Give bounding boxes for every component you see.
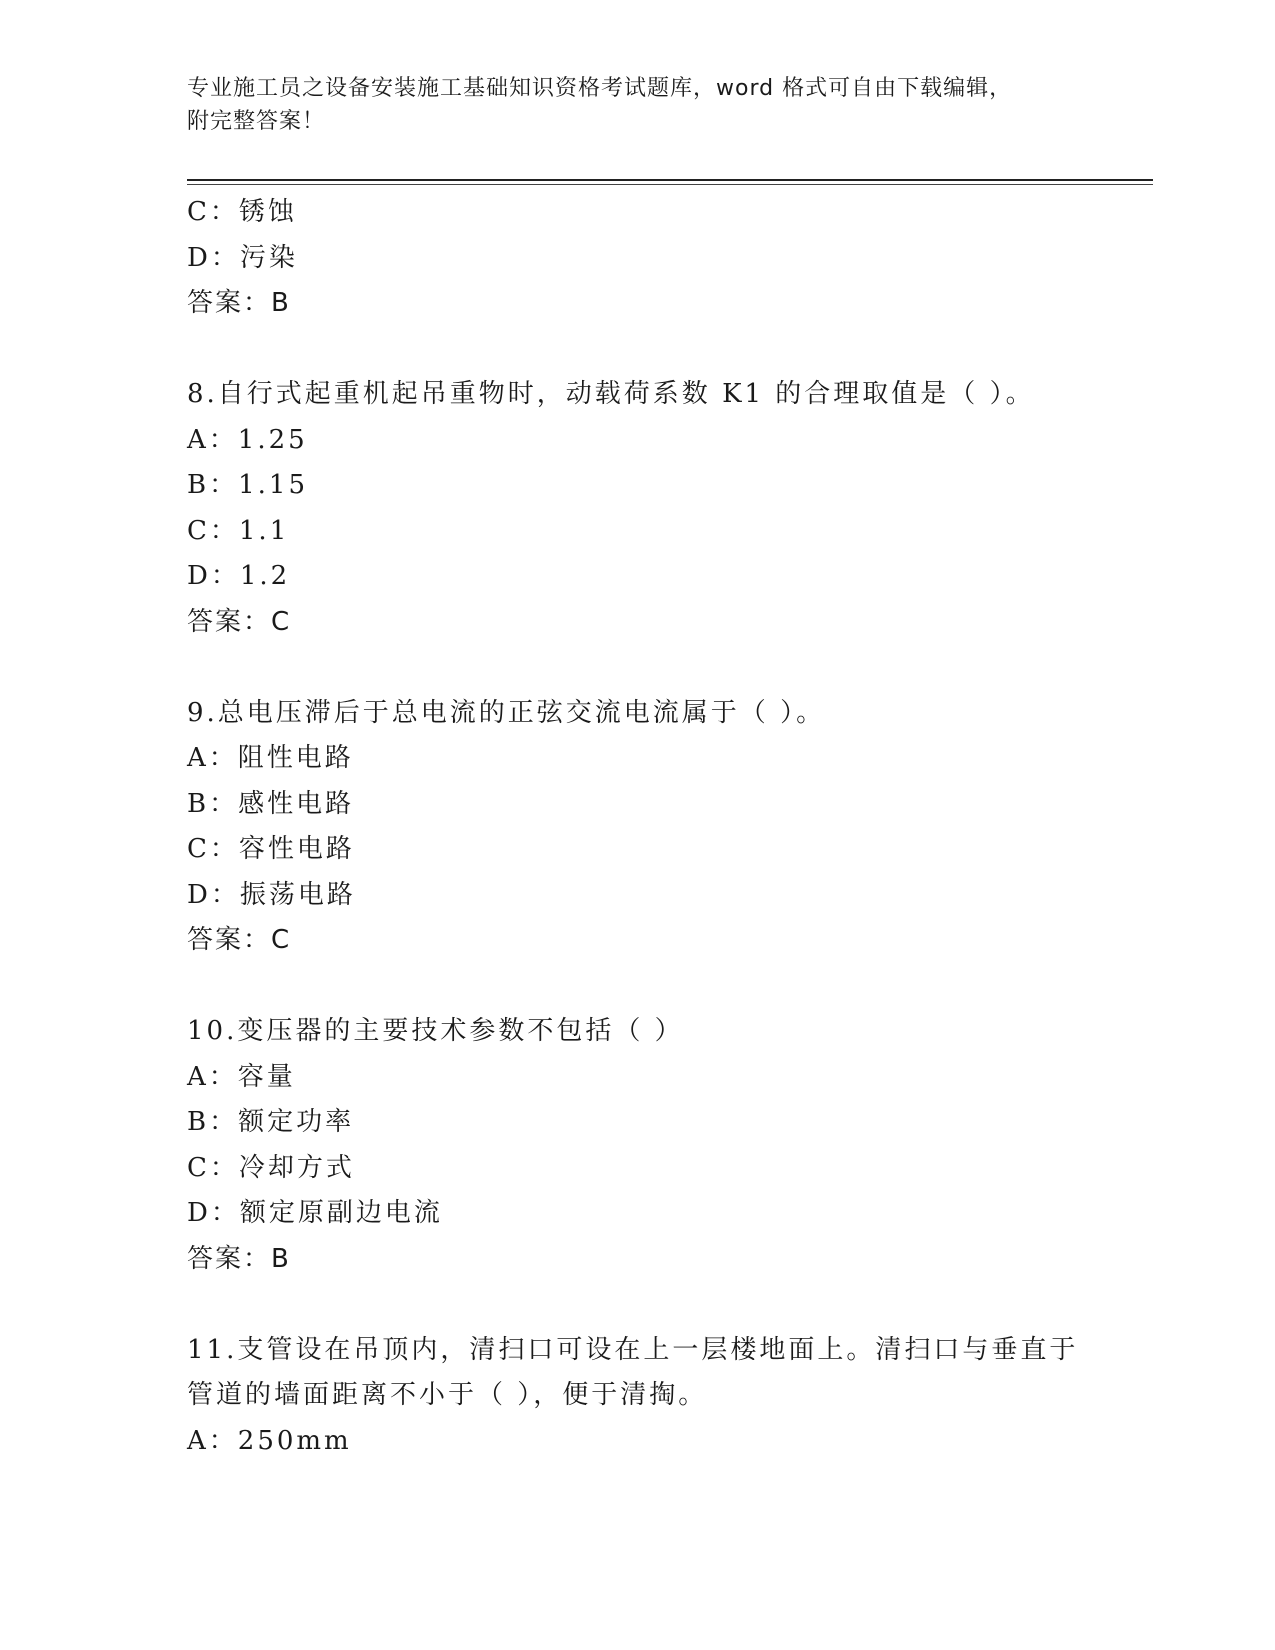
- option-d: D：1.2: [187, 561, 291, 591]
- header-rule-thick: [187, 179, 1153, 181]
- question-9: [187, 691, 1087, 964]
- option-b: B：1.15: [187, 470, 308, 500]
- option-c: C：1.1: [187, 515, 290, 546]
- question-11: [187, 1328, 1087, 1465]
- question-7-continued: [187, 190, 1087, 327]
- question-list: [187, 190, 1087, 1464]
- option-b: B：额定功率: [187, 1107, 355, 1137]
- question-text-line-1: 11.支管设在吊顶内，清扫口可设在上一层楼地面上。清扫口与垂直于: [187, 1334, 1079, 1365]
- question-8: [187, 372, 1087, 645]
- spacer: [187, 964, 1087, 1010]
- header-line-1: 专业施工员之设备安装施工基础知识资格考试题库，word 格式可自由下载编辑，: [187, 76, 1013, 101]
- option-c: C：容性电路: [187, 834, 355, 864]
- option-a: A：1.25: [187, 424, 308, 455]
- spacer: [187, 1282, 1087, 1328]
- question-text-line-2: 管道的墙面距离不小于（ ），便于清掏。: [187, 1380, 708, 1410]
- option-d: D：污染: [187, 242, 298, 273]
- header-rule-thin: [187, 184, 1153, 185]
- answer: 答案：B: [187, 1243, 291, 1274]
- option-a: A：250mm: [187, 1425, 352, 1456]
- option-a: A：容量: [187, 1061, 296, 1092]
- option-c: C：冷却方式: [187, 1152, 355, 1183]
- option-c: C：锈蚀: [187, 197, 297, 227]
- option-b: B：感性电路: [187, 788, 355, 819]
- spacer: [187, 327, 1087, 373]
- question-text: 8.自行式起重机起吊重物时，动载荷系数 K1 的合理取值是（ ）。: [187, 379, 1035, 409]
- question-text: 10.变压器的主要技术参数不包括（ ）: [187, 1016, 684, 1046]
- option-a: A：阻性电路: [187, 743, 354, 773]
- spacer: [187, 645, 1087, 691]
- answer: 答案：C: [187, 606, 292, 637]
- header-line-2: 附完整答案！: [187, 109, 326, 134]
- document-header: [187, 72, 1067, 138]
- question-10: [187, 1009, 1087, 1282]
- question-text: 9.总电压滞后于总电流的正弦交流电流属于（ ）。: [187, 697, 826, 728]
- option-d: D：振荡电路: [187, 879, 356, 910]
- option-d: D：额定原副边电流: [187, 1198, 443, 1228]
- answer: 答案：C: [187, 925, 292, 955]
- answer: 答案：B: [187, 288, 291, 318]
